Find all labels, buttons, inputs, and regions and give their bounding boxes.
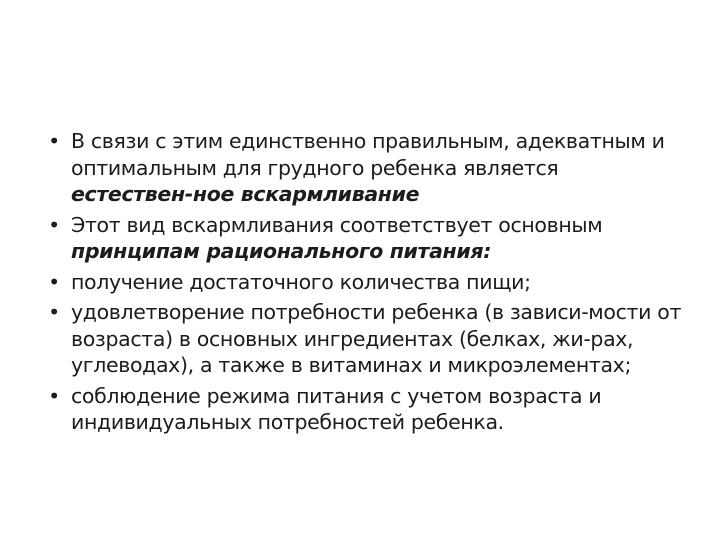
bullet-text: Этот вид вскармливания соответствует основным [71, 212, 603, 237]
bullet-icon: • [48, 300, 60, 324]
bullet-icon: • [48, 129, 60, 153]
bullet-list [46, 128, 686, 440]
bullet-text: удовлетворение потребности ребенка (в зависи-мости от возраста) в основных ингредиентах (белках, жи-рах, углеводах), а также в витаминах и микроэлементах; [71, 300, 682, 377]
bullet-text: получение достаточного количества пищи; [71, 269, 531, 294]
bullet-item-1 [46, 128, 686, 208]
bullet-item-4 [46, 299, 686, 379]
bullet-item-5 [46, 383, 686, 436]
bullet-item-2 [46, 212, 686, 265]
bullet-text: соблюдение режима питания с учетом возраста и индивидуальных потребностей ребенка. [71, 383, 602, 434]
bullet-text: В связи с этим единственно правильным, адекватным и оптимальным для грудного ребенка является [71, 129, 665, 180]
bullet-icon: • [48, 383, 60, 408]
bullet-icon: • [48, 212, 60, 237]
emphasis-text: принципам рационального питания: [71, 239, 492, 263]
emphasis-text: естествен-ное вскармливание [71, 182, 420, 206]
bullet-icon: • [48, 269, 60, 294]
bullet-item-3 [46, 269, 686, 296]
